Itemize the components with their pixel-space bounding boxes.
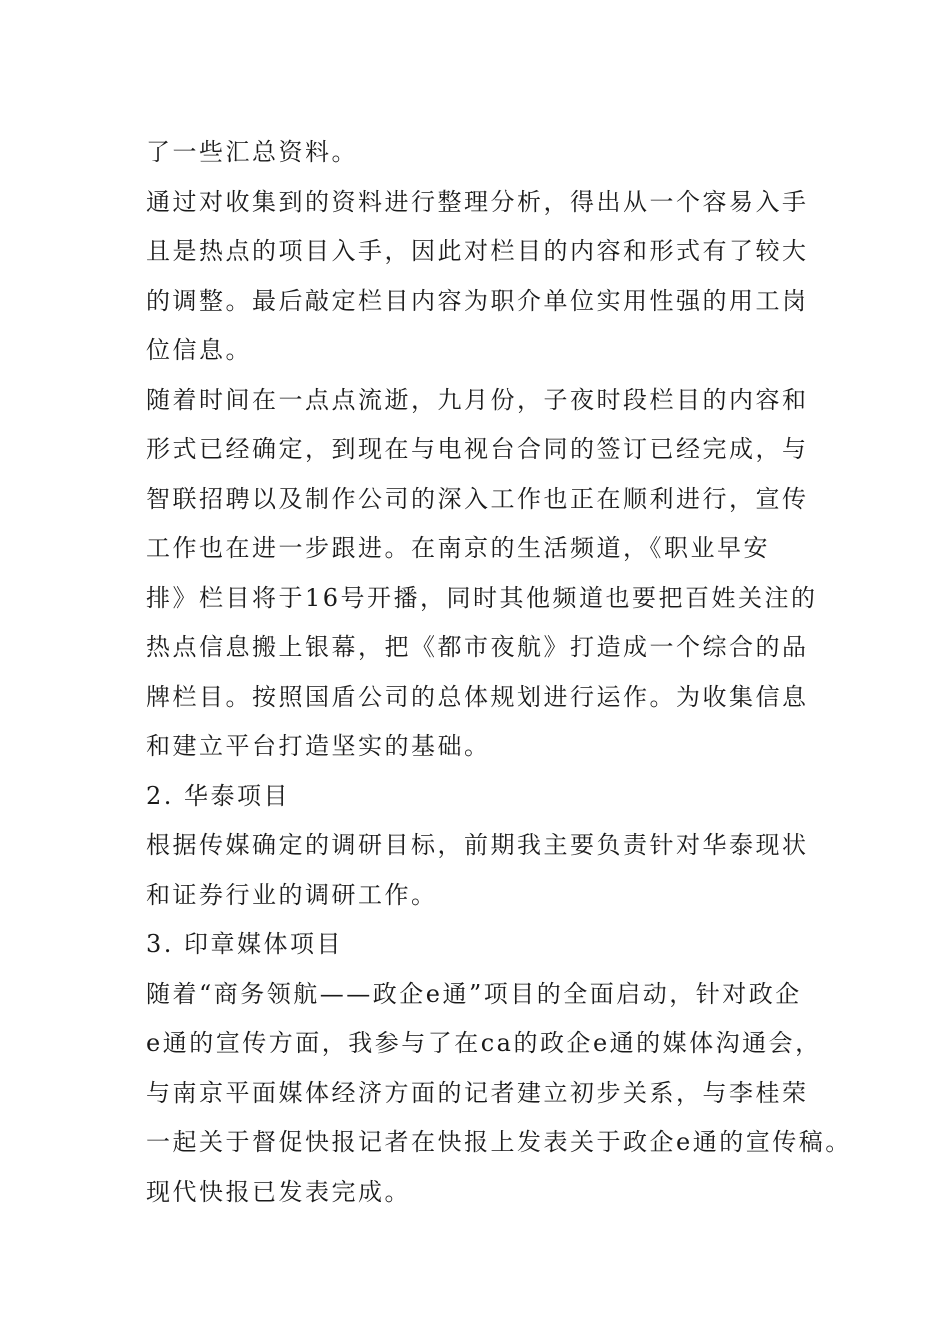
text-line: e通的宣传方面，我参与了在ca的政企e通的媒体沟通会， xyxy=(146,1029,822,1057)
document-body xyxy=(146,128,852,1217)
text-line: 与南京平面媒体经济方面的记者建立初步关系，与李桂荣 xyxy=(146,1078,809,1107)
text-line: 现代快报已发表完成。 xyxy=(146,1177,411,1206)
text-line: 工作也在进一步跟进。在南京的生活频道，《职业早安 xyxy=(146,534,770,562)
text-line: 一起关于督促快报记者在快报上发表关于政企e通的宣传稿。 xyxy=(146,1128,852,1156)
text-line: 热点信息搬上银幕，把《都市夜航》打造成一个综合的品 xyxy=(146,633,809,661)
text-line: 排》栏目将于16号开播，同时其他频道也要把百姓关注的 xyxy=(146,583,818,612)
section-heading: 3. 印章媒体项目 xyxy=(146,930,344,958)
text-line: 和建立平台打造坚实的基础。 xyxy=(146,732,491,760)
text-line: 牌栏目。按照国盾公司的总体规划进行运作。为收集信息 xyxy=(146,682,809,711)
text-line: 和证券行业的调研工作。 xyxy=(146,880,438,909)
section-heading: 2. 华泰项目 xyxy=(146,781,291,810)
text-line: 根据传媒确定的调研目标，前期我主要负责针对华泰现状 xyxy=(146,831,809,859)
text-line: 了一些汇总资料。 xyxy=(146,138,358,166)
text-line: 随着“商务领航——政企e通”项目的全面启动，针对政企 xyxy=(146,979,802,1008)
text-line: 的调整。最后敲定栏目内容为职介单位实用性强的用工岗 xyxy=(146,286,809,315)
text-line: 位信息。 xyxy=(146,336,252,364)
text-line: 通过对收集到的资料进行整理分析，得出从一个容易入手 xyxy=(146,187,809,216)
text-line: 形式已经确定，到现在与电视台合同的签订已经完成，与 xyxy=(146,435,809,463)
text-line: 且是热点的项目入手，因此对栏目的内容和形式有了较大 xyxy=(146,237,809,265)
text-line: 随着时间在一点点流逝，九月份，子夜时段栏目的内容和 xyxy=(146,385,809,414)
text-line: 智联招聘以及制作公司的深入工作也正在顺利进行，宣传 xyxy=(146,484,809,513)
